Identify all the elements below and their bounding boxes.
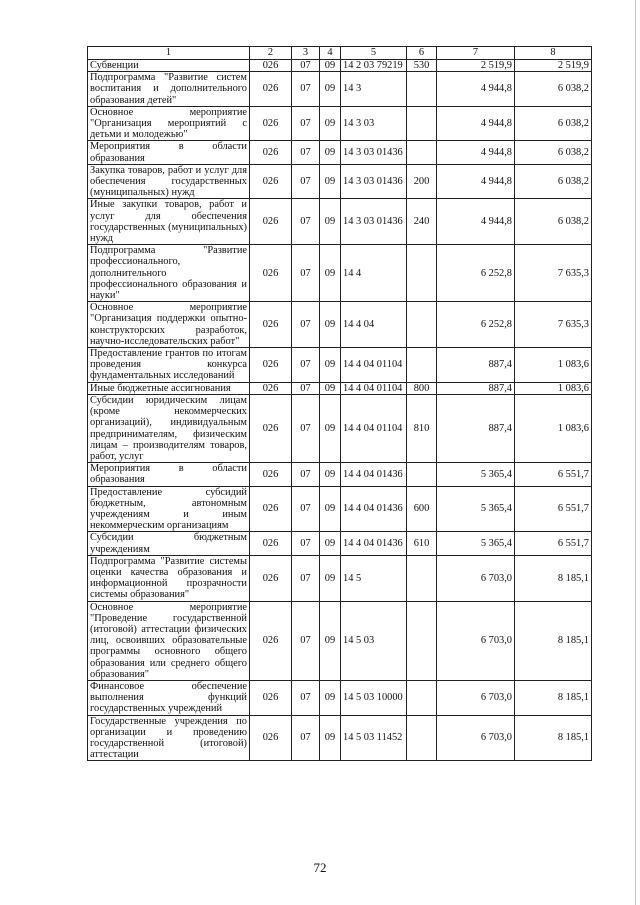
row-target-article: 14 2 03 79219: [341, 60, 407, 72]
row-subsection: 09: [320, 555, 341, 601]
row-amount-year-1: 6 252,8: [437, 302, 515, 348]
row-subsection: 09: [320, 394, 341, 462]
row-subsection: 09: [320, 245, 341, 302]
row-section: 07: [292, 463, 320, 486]
row-name: Подпрограмма "Развитие системы оценки качества образования и информационной прозрачности системы образования": [88, 555, 250, 601]
row-expense-type: [407, 348, 437, 383]
table-row: [88, 532, 592, 555]
header-col-3: 3: [292, 47, 320, 60]
table-row: [88, 199, 592, 245]
row-name: Основное мероприятие "Организация мероприятий с детьми и молодежью": [88, 106, 250, 141]
row-expense-type: [407, 463, 437, 486]
row-amount-year-2: 6 038,2: [515, 199, 592, 245]
header-col-7: 7: [437, 47, 515, 60]
row-target-article: 14 4 04 01436: [341, 532, 407, 555]
row-section: 07: [292, 382, 320, 394]
row-section: 07: [292, 486, 320, 532]
row-amount-year-1: 887,4: [437, 382, 515, 394]
row-admin-code: 026: [250, 199, 292, 245]
row-name: Финансовое обеспечение выполнения функций государственных учреждений: [88, 680, 250, 715]
row-section: 07: [292, 555, 320, 601]
row-name: Субвенции: [88, 60, 250, 72]
row-admin-code: 026: [250, 106, 292, 141]
row-admin-code: 026: [250, 348, 292, 383]
row-section: 07: [292, 532, 320, 555]
row-subsection: 09: [320, 72, 341, 107]
row-subsection: 09: [320, 106, 341, 141]
row-expense-type: 610: [407, 532, 437, 555]
row-target-article: 14 3 03: [341, 106, 407, 141]
row-name: Основное мероприятие "Организация поддержки опытно-конструкторских разработок, научно-исследовательских работ": [88, 302, 250, 348]
header-col-1: 1: [88, 47, 250, 60]
row-target-article: 14 4: [341, 245, 407, 302]
row-section: 07: [292, 72, 320, 107]
row-section: 07: [292, 141, 320, 164]
row-admin-code: 026: [250, 141, 292, 164]
table-row: [88, 72, 592, 107]
table-body: [88, 60, 592, 761]
row-amount-year-2: 8 185,1: [515, 601, 592, 680]
row-amount-year-2: 1 083,6: [515, 382, 592, 394]
row-target-article: 14 5 03 10000: [341, 680, 407, 715]
row-expense-type: 530: [407, 60, 437, 72]
page-number: 72: [313, 860, 327, 875]
row-expense-type: [407, 245, 437, 302]
row-target-article: 14 4 04 01104: [341, 348, 407, 383]
row-name: Подпрограмма "Развитие систем воспитания и дополнительного образования детей": [88, 72, 250, 107]
row-amount-year-1: 6 703,0: [437, 555, 515, 601]
row-target-article: 14 3: [341, 72, 407, 107]
row-subsection: 09: [320, 141, 341, 164]
row-section: 07: [292, 680, 320, 715]
row-amount-year-2: 1 083,6: [515, 394, 592, 462]
table-row: [88, 245, 592, 302]
row-amount-year-2: 7 635,3: [515, 302, 592, 348]
row-admin-code: 026: [250, 680, 292, 715]
table-row: [88, 680, 592, 715]
row-name: Предоставление грантов по итогам проведения конкурса фундаментальных исследований: [88, 348, 250, 383]
row-subsection: 09: [320, 680, 341, 715]
row-admin-code: 026: [250, 532, 292, 555]
row-amount-year-1: 6 703,0: [437, 601, 515, 680]
row-amount-year-2: 6 038,2: [515, 106, 592, 141]
row-admin-code: 026: [250, 382, 292, 394]
table-row: [88, 106, 592, 141]
row-amount-year-1: 5 365,4: [437, 463, 515, 486]
row-amount-year-1: 4 944,8: [437, 141, 515, 164]
row-subsection: 09: [320, 463, 341, 486]
table-row: [88, 394, 592, 462]
row-name: Предоставление субсидий бюджетным, автономным учреждениям и иным некоммерческим организациям: [88, 486, 250, 532]
row-amount-year-2: 6 038,2: [515, 141, 592, 164]
row-target-article: 14 5 03: [341, 601, 407, 680]
row-amount-year-2: 7 635,3: [515, 245, 592, 302]
table-row: [88, 601, 592, 680]
row-expense-type: [407, 106, 437, 141]
row-amount-year-2: 8 185,1: [515, 555, 592, 601]
row-amount-year-1: 5 365,4: [437, 486, 515, 532]
row-subsection: 09: [320, 199, 341, 245]
row-admin-code: 026: [250, 245, 292, 302]
row-name: Мероприятия в области образования: [88, 141, 250, 164]
row-target-article: 14 3 03 01436: [341, 199, 407, 245]
row-target-article: 14 5 03 11452: [341, 715, 407, 761]
row-amount-year-2: 8 185,1: [515, 715, 592, 761]
row-name: Субсидии бюджетным учреждениям: [88, 532, 250, 555]
row-admin-code: 026: [250, 394, 292, 462]
table-row: [88, 348, 592, 383]
row-expense-type: 810: [407, 394, 437, 462]
row-target-article: 14 3 03 01436: [341, 141, 407, 164]
table-row: [88, 164, 592, 199]
row-admin-code: 026: [250, 486, 292, 532]
table-row: [88, 486, 592, 532]
row-target-article: 14 4 04 01104: [341, 394, 407, 462]
row-amount-year-2: 6 038,2: [515, 164, 592, 199]
row-subsection: 09: [320, 382, 341, 394]
row-expense-type: 600: [407, 486, 437, 532]
row-subsection: 09: [320, 302, 341, 348]
header-col-8: 8: [515, 47, 592, 60]
row-admin-code: 026: [250, 164, 292, 199]
row-amount-year-1: 4 944,8: [437, 72, 515, 107]
row-amount-year-2: 1 083,6: [515, 348, 592, 383]
table-row: [88, 60, 592, 72]
row-amount-year-2: 6 551,7: [515, 532, 592, 555]
table-row: [88, 302, 592, 348]
row-admin-code: 026: [250, 715, 292, 761]
row-subsection: 09: [320, 164, 341, 199]
row-amount-year-1: 4 944,8: [437, 164, 515, 199]
row-amount-year-1: 4 944,8: [437, 106, 515, 141]
row-name: Подпрограмма "Развитие профессионального, дополнительного профессионального образования и науки": [88, 245, 250, 302]
row-name: Закупка товаров, работ и услуг для обеспечения государственных (муниципальных) нужд: [88, 164, 250, 199]
row-section: 07: [292, 302, 320, 348]
header-row: [88, 47, 592, 60]
row-name: Мероприятия в области образования: [88, 463, 250, 486]
budget-table: [87, 46, 592, 761]
row-expense-type: [407, 601, 437, 680]
row-expense-type: [407, 715, 437, 761]
page-edge: [635, 0, 636, 905]
row-section: 07: [292, 164, 320, 199]
table-row: [88, 463, 592, 486]
header-col-2: 2: [250, 47, 292, 60]
row-subsection: 09: [320, 532, 341, 555]
row-amount-year-2: 6 038,2: [515, 72, 592, 107]
row-amount-year-2: 6 551,7: [515, 486, 592, 532]
row-amount-year-1: 6 252,8: [437, 245, 515, 302]
row-expense-type: [407, 680, 437, 715]
row-expense-type: 240: [407, 199, 437, 245]
row-admin-code: 026: [250, 60, 292, 72]
row-target-article: 14 5: [341, 555, 407, 601]
row-section: 07: [292, 715, 320, 761]
row-admin-code: 026: [250, 302, 292, 348]
row-name: Государственные учреждения по организации и проведению государственной (итоговой) аттестации: [88, 715, 250, 761]
row-subsection: 09: [320, 601, 341, 680]
table-row: [88, 715, 592, 761]
row-amount-year-1: 887,4: [437, 348, 515, 383]
row-admin-code: 026: [250, 555, 292, 601]
row-name: Иные закупки товаров, работ и услуг для обеспечения государственных (муниципальных) нужд: [88, 199, 250, 245]
row-admin-code: 026: [250, 601, 292, 680]
table-row: [88, 141, 592, 164]
row-target-article: 14 4 04 01436: [341, 463, 407, 486]
row-amount-year-1: 6 703,0: [437, 680, 515, 715]
row-section: 07: [292, 394, 320, 462]
row-subsection: 09: [320, 348, 341, 383]
row-amount-year-1: 6 703,0: [437, 715, 515, 761]
row-section: 07: [292, 60, 320, 72]
row-target-article: 14 3 03 01436: [341, 164, 407, 199]
row-name: Субсидии юридическим лицам (кроме некоммерческих организаций), индивидуальным предпринимателям, физическим лицам – производителям товаров, работ, услуг: [88, 394, 250, 462]
header-col-5: 5: [341, 47, 407, 60]
row-section: 07: [292, 199, 320, 245]
row-amount-year-2: 8 185,1: [515, 680, 592, 715]
row-expense-type: [407, 555, 437, 601]
row-amount-year-2: 2 519,9: [515, 60, 592, 72]
row-expense-type: [407, 141, 437, 164]
row-amount-year-1: 887,4: [437, 394, 515, 462]
row-amount-year-2: 6 551,7: [515, 463, 592, 486]
row-subsection: 09: [320, 486, 341, 532]
row-target-article: 14 4 04: [341, 302, 407, 348]
table-row: [88, 555, 592, 601]
row-amount-year-1: 4 944,8: [437, 199, 515, 245]
header-col-4: 4: [320, 47, 341, 60]
row-expense-type: [407, 72, 437, 107]
row-name: Иные бюджетные ассигнования: [88, 382, 250, 394]
row-target-article: 14 4 04 01104: [341, 382, 407, 394]
row-subsection: 09: [320, 60, 341, 72]
row-admin-code: 026: [250, 72, 292, 107]
row-expense-type: 800: [407, 382, 437, 394]
row-section: 07: [292, 245, 320, 302]
row-name: Основное мероприятие "Проведение государственной (итоговой) аттестации физических лиц, освоивших образовательные программы основного общего образования или среднего общего образования": [88, 601, 250, 680]
row-expense-type: 200: [407, 164, 437, 199]
row-amount-year-1: 2 519,9: [437, 60, 515, 72]
row-target-article: 14 4 04 01436: [341, 486, 407, 532]
header-col-6: 6: [407, 47, 437, 60]
row-expense-type: [407, 302, 437, 348]
row-amount-year-1: 5 365,4: [437, 532, 515, 555]
row-admin-code: 026: [250, 463, 292, 486]
row-section: 07: [292, 348, 320, 383]
table-row: [88, 382, 592, 394]
row-section: 07: [292, 601, 320, 680]
row-subsection: 09: [320, 715, 341, 761]
row-section: 07: [292, 106, 320, 141]
